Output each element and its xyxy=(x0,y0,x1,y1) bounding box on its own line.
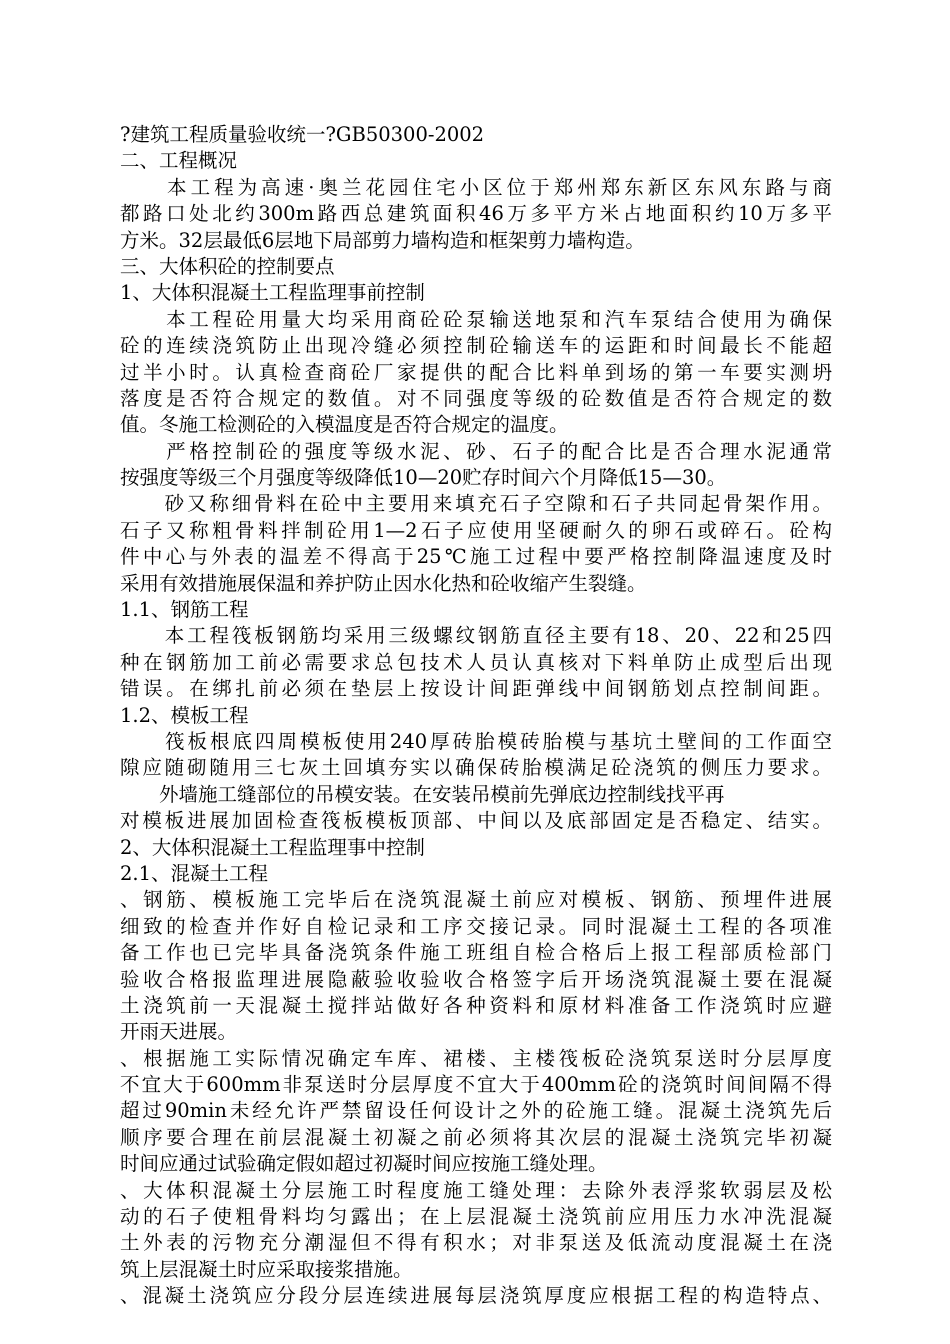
text-line: 隙应随砌随用三七灰土回填夯实以确保砖胎模满足砼浇筑的侧压力要求。 xyxy=(120,756,832,780)
text-line: 细致的检查并作好自检记录和工序交接记录。同时混凝土工程的各项准 xyxy=(120,914,832,938)
text-line: 、根据施工实际情况确定车库、裙楼、主楼筏板砼浇筑泵送时分层厚度 xyxy=(120,1046,832,1070)
text-line: 值。冬施工检测砼的入模温度是否符合规定的温度。 xyxy=(120,413,569,437)
text-line: ?建筑工程质量验收统一?GB50300-2002 xyxy=(120,123,485,146)
document-body xyxy=(120,122,832,1310)
text-line: 落度是否符合规定的数值。对不同强度等级的砼数值是否符合规定的数 xyxy=(120,386,832,410)
text-line: 不宜大于600mm非泵送时分层厚度不宜大于400mm砼的浇筑时间间隔不得 xyxy=(120,1073,832,1097)
text-line: 验收合格报监理进展隐蔽验收验收合格签字后开场浇筑混凝土要在混凝 xyxy=(120,967,832,991)
text-line: 本工程砼用量大均采用商砼砼泵输送地泵和汽车泵结合使用为确保 xyxy=(120,307,832,331)
text-line: 1、大体积混凝土工程监理事前控制 xyxy=(120,281,425,305)
text-line: 种在钢筋加工前必需要求总包技术人员认真核对下料单防止成型后出现 xyxy=(120,650,832,674)
text-line: 砂又称细骨料在砼中主要用来填充石子空隙和石子共同起骨架作用。 xyxy=(120,492,832,516)
text-line: 件中心与外表的温差不得高于25℃施工过程中要严格控制降温速度及时 xyxy=(120,545,832,569)
text-line: 石子又称粗骨料拌制砼用1—2石子应使用坚硬耐久的卵石或碎石。砼构 xyxy=(120,518,832,542)
text-line: 、混凝土浇筑应分段分层连续进展每层浇筑厚度应根据工程的构造特点、 xyxy=(120,1284,832,1308)
text-line: 外墙施工缝部位的吊模安装。在安装吊模前先弹底边控制线找平再 xyxy=(120,782,725,806)
text-line: 动的石子使粗骨料均匀露出；在上层混凝土浇筑前应用压力水冲洗混凝 xyxy=(120,1205,832,1229)
text-line: 1.2、模板工程 xyxy=(120,703,249,727)
text-line: 筑上层混凝土时应采取接浆措施。 xyxy=(120,1257,413,1281)
text-line: 方米。32层最低6层地下局部剪力墙构造和框架剪力墙构造。 xyxy=(120,228,645,252)
text-line: 土外表的污物充分潮湿但不得有积水；对非泵送及低流动度混凝土在浇 xyxy=(120,1231,832,1255)
text-line: 备工作也已完毕具备浇筑条件施工班组自检合格后上报工程部质检部门 xyxy=(120,941,832,965)
text-line: 开雨天进展。 xyxy=(120,1020,238,1044)
text-line: 都路口处北约300m路西总建筑面积46万多平方米占地面积约10万多平 xyxy=(120,202,832,226)
text-line: 二、工程概况 xyxy=(120,149,238,173)
text-line: 砼的连续浇筑防止出现冷缝必须控制砼输送车的运距和时间最长不能超 xyxy=(120,334,832,358)
text-line: 、大体积混凝土分层施工时程度施工缝处理：去除外表浮浆软弱层及松 xyxy=(120,1178,832,1202)
text-line: 土浇筑前一天混凝土搅拌站做好各种资料和原材料准备工作浇筑时应避 xyxy=(120,993,832,1017)
text-line: 错误。在绑扎前必须在垫层上按设计间距弹线中间钢筋划点控制间距。 xyxy=(120,677,832,701)
text-line: 2.1、混凝土工程 xyxy=(120,861,269,885)
text-line: 、钢筋、模板施工完毕后在浇筑混凝土前应对模板、钢筋、预埋件进展 xyxy=(120,888,832,912)
text-line: 对模板进展加固检查筏板模板顶部、中间以及底部固定是否稳定、结实。 xyxy=(120,809,832,833)
text-line: 2、大体积混凝土工程监理事中控制 xyxy=(120,835,425,859)
text-line: 时间应通过试验确定假如超过初凝时间应按施工缝处理。 xyxy=(120,1152,608,1176)
text-line: 本工程为高速·奥兰花园住宅小区位于郑州郑东新区东风东路与商 xyxy=(120,175,832,199)
text-line: 三、大体积砼的控制要点 xyxy=(120,254,335,278)
text-line: 超过90min未经允许严禁留设任何设计之外的砼施工缝。混凝土浇筑先后 xyxy=(120,1099,832,1123)
text-line: 按强度等级三个月强度等级降低10—20贮存时间六个月降低15—30。 xyxy=(120,466,727,490)
text-line: 采用有效措施展保温和养护防止因水化热和砼收缩产生裂缝。 xyxy=(120,571,647,595)
text-line: 严格控制砼的强度等级水泥、砂、石子的配合比是否合理水泥通常 xyxy=(120,439,832,463)
text-line: 本工程筏板钢筋均采用三级螺纹钢筋直径主要有18、20、22和25四 xyxy=(120,624,832,648)
text-line: 顺序要合理在前层混凝土初凝之前必须将其次层的混凝土浇筑完毕初凝 xyxy=(120,1125,832,1149)
text-line: 筏板根底四周模板使用240厚砖胎模砖胎模与基坑土壁间的工作面空 xyxy=(120,729,832,753)
text-line: 1.1、钢筋工程 xyxy=(120,598,249,622)
text-line: 过半小时。认真检查商砼厂家提供的配合比料单到场的第一车要实测坍 xyxy=(120,360,832,384)
